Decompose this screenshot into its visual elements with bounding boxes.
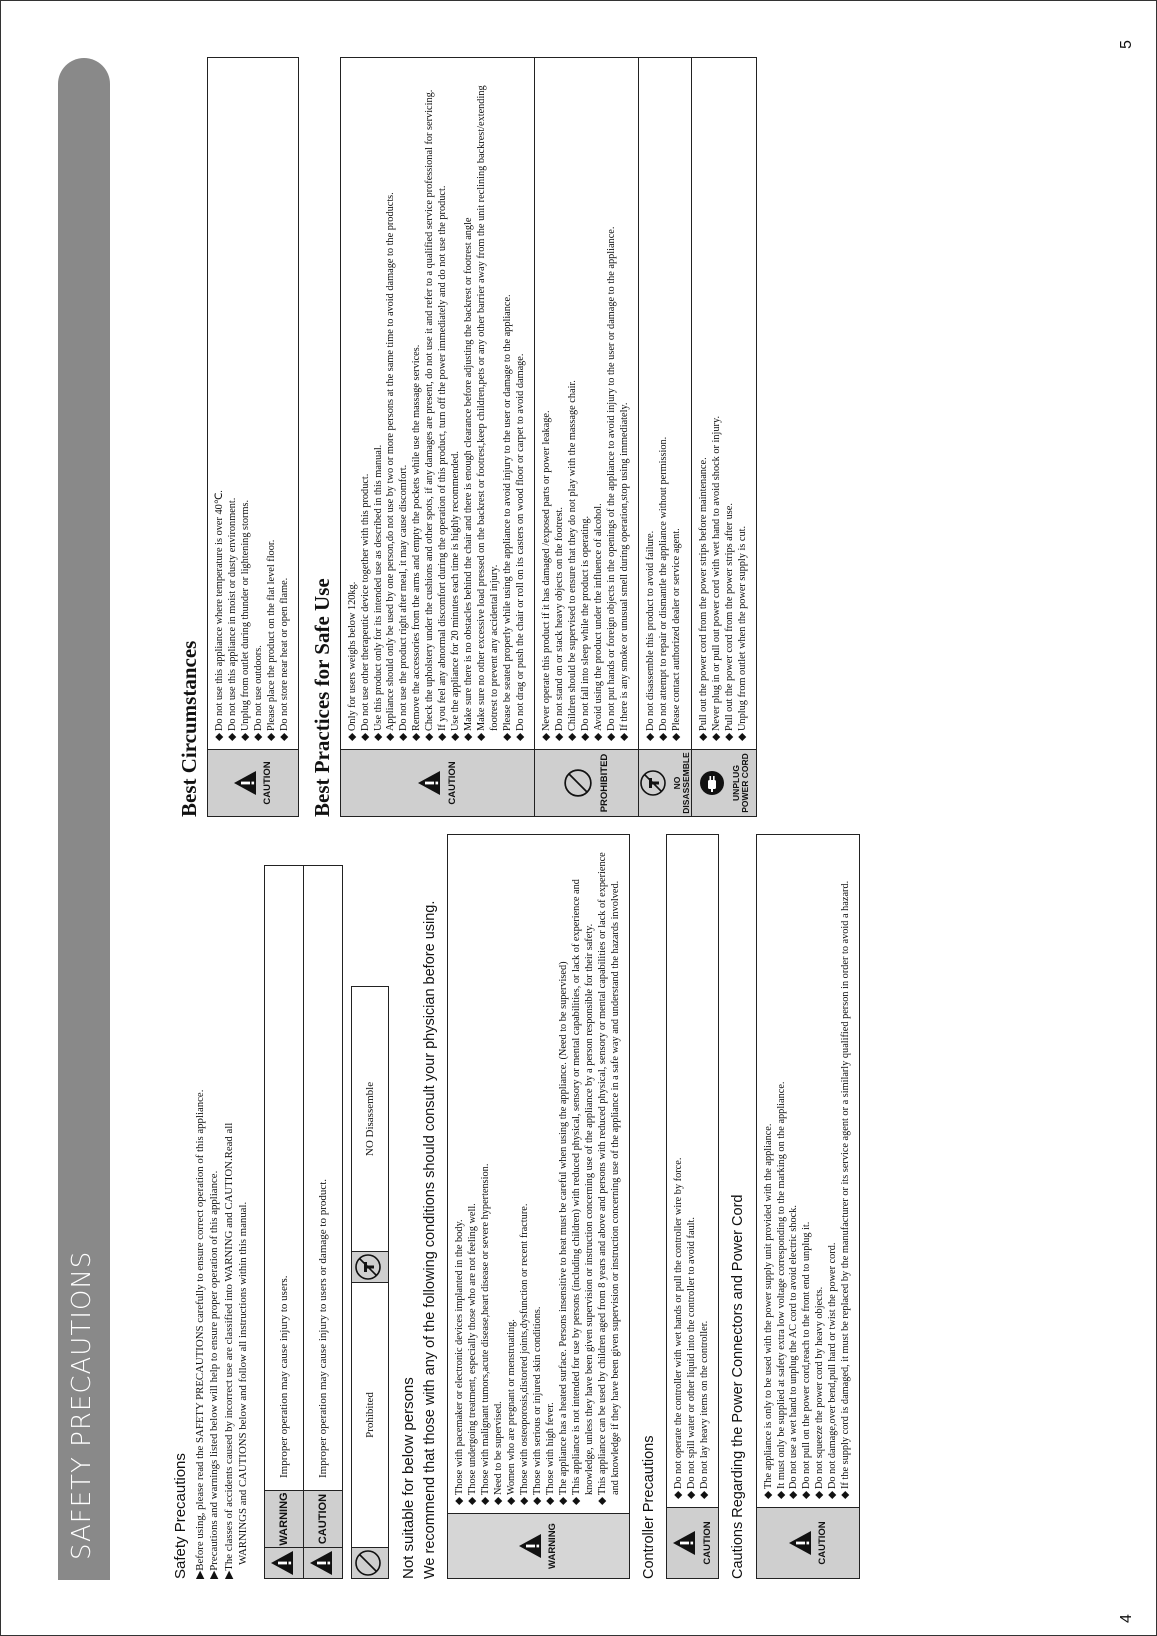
no-disassemble-side — [639, 749, 691, 816]
caution-row — [341, 58, 535, 816]
warning-label: WARNING — [547, 1523, 559, 1569]
caution-side — [667, 1507, 718, 1578]
list-item: ◆Do not use a wet hand to unplug the AC cord to avoid electric shock. — [788, 1205, 800, 1499]
not-suitable-box — [447, 834, 630, 1579]
list-item: ◆Appliance should only be used by one person,do not use by two or more persons at the same time to avoid damage to the products. — [385, 192, 397, 741]
list-item: ◆Those with osteoporosis,distorted joints,dysfunction or recent fracture. — [518, 1203, 530, 1505]
list-item: ◆Make sure there is no obstacles behind the chair and there is enough clearance before adjusting the backrest or footrest angle — [463, 217, 475, 741]
list-item: ◆This appliance can be used by children aged from 8 years and above and persons with reduced physical, sensory or mental capabilities or lack of experience and knowledge if they have been given supervision or instruction concerning use of the appliance in a safe way and understand the hazards involved. — [596, 852, 621, 1505]
list-item: ◆This appliance is not intended for use by persons (including children) with reduced physical, sensory or mental capabilities, or lack of experience and knowledge, unless they have been given supervision or instruction concerning use of the appliance by a person responsible for their safety. — [570, 879, 595, 1505]
list-item: ◆Do not use the product right after meal, it may cause discomfort. — [398, 464, 410, 741]
unplug-row — [691, 58, 756, 816]
warning-triangle-icon — [788, 1530, 816, 1556]
list-item: ◆Those with malignant tumors,acute disease,heart disease or severe hypertension. — [479, 1163, 491, 1505]
warning-side — [448, 1513, 629, 1578]
prohibited-circle-icon — [352, 1548, 389, 1579]
prohibited-text: Prohibited — [352, 1283, 389, 1548]
list-item: ◆Do not put hands or foreign objects in the openings of the appliance to avoid injury to the user or damage to the appliance. — [605, 226, 617, 741]
list-item: ◆Women who are pregnant or menstruating. — [505, 1319, 517, 1505]
controller-list — [667, 835, 718, 1507]
warning-label: WARNING — [265, 1491, 304, 1548]
list-item: ◆Do not spill water or other liquid into the controller to avoid fault. — [686, 1217, 698, 1499]
list-item: ◆Avoid using the product under the influence of alcohol. — [593, 503, 604, 741]
list-item: ◆The appliance is only to be used with the power supply unit provided with the appliance. — [762, 1123, 774, 1499]
prohibited-list — [535, 58, 638, 749]
list-item: ◆Do not attempt to repair or dismantle the appliance without permission. — [657, 436, 669, 741]
power-list — [757, 835, 860, 1507]
best-circumstances-box — [207, 57, 299, 817]
no-disassemble-icon — [352, 1252, 389, 1283]
controller-title: Controller Precautions — [640, 1435, 657, 1579]
page-number-right: 5 — [1118, 40, 1135, 49]
list-item: ◆Do not use this appliance where temperature is over 40℃. — [213, 490, 225, 741]
list-item: ◆Unplug from outlet during thunder or lightening storms. — [239, 499, 251, 741]
unplug-side — [692, 749, 756, 816]
safety-intro — [193, 834, 250, 1579]
unplug-plug-icon — [698, 769, 730, 797]
banner-title: SAFETY PRECAUTIONS — [67, 1250, 97, 1560]
list-item: ◆Do not store near heat or open flame. — [278, 577, 290, 741]
list-item: ◆Use this product only for its intended use as described in this manual. — [372, 444, 384, 741]
list-item: ◆Do not squeeze the power cord by heavy objects. — [814, 1286, 826, 1499]
list-item: ◆If you feel any abnormal discomfort during the operation of this product, turn off the power immediately and do not use the product. — [437, 185, 449, 741]
list-item: ◆Do not fall into sleep while the product is operating. — [580, 515, 592, 741]
list-item: ◆If there is any smoke or unusual smell during operation,stop using immediately. — [618, 402, 630, 741]
no-disassemble-label: NO DISASSEMBLE — [672, 752, 692, 814]
unplug-label: UNPLUG POWER CORD — [731, 753, 751, 813]
caution-label: CAUTION — [304, 1491, 343, 1548]
prohibited-label: PROHIBITED — [598, 753, 610, 813]
warning-triangle-icon — [417, 770, 445, 796]
intro-line: WARNINGS and CAUTIONS below and follow all instructions within this manual. — [236, 1201, 249, 1565]
list-item: ◆Pull out the power cord from the power strips after use. — [724, 503, 736, 741]
prohibited-side — [535, 749, 638, 816]
caution-side — [341, 749, 535, 816]
warning-triangle-icon — [265, 1548, 304, 1579]
list-item: ◆Do not use other therapeutic device together with this product. — [359, 473, 371, 741]
list-item: ◆Those with pacemaker or electronic devices implanted in the body. — [453, 1219, 465, 1505]
no-disassemble-icon — [639, 769, 671, 797]
list-item: ◆If the supply cord is damaged, it must be replaced by the manufacturer or its service agent or a similarly qualified person in order to avoid a hazard. — [840, 880, 852, 1499]
not-suitable-title: Not suitable for below persons — [400, 1377, 418, 1579]
disassemble-text: NO Disassemble — [352, 987, 389, 1252]
intro-line: ▶Precautions and warnings listed below will help to ensure proper operation of this appliance. — [208, 1170, 221, 1579]
list-item: ◆Pull out the power cord from the power strips before maintenance. — [698, 457, 710, 741]
right-column — [176, 57, 757, 817]
best-practices-box — [340, 57, 758, 817]
warning-triangle-icon — [672, 1530, 700, 1556]
best-circumstances-title: Best Circumstances — [177, 640, 201, 817]
caution-list — [341, 58, 535, 749]
intro-line: ▶The classes of accidents caused by incorrect use are classified into WARNING and CAUTION.Read all — [222, 1122, 235, 1579]
list-item: ◆Do not stand on or stack heavy objects on the footrest. — [554, 507, 566, 741]
not-suitable-list — [448, 835, 629, 1513]
power-box — [756, 834, 861, 1579]
title-banner — [58, 58, 110, 1580]
list-item: ◆Remove the accessories from the arms and empty the pockets while use the massage services. — [411, 344, 423, 741]
list-item: ◆Check the upholstery under the cushions and other spots, if any damages are present, do not use it and refer to a qualified service professional for servicing. — [424, 89, 436, 741]
caution-side — [757, 1507, 860, 1578]
list-item: ◆Never operate this product if it has damaged /exposed parts or power leakage. — [541, 410, 553, 741]
list-item: ◆Please be seated properly while using the appliance to avoid injury to the user or damage to the appliance. — [502, 294, 514, 741]
safety-heading: Safety Precautions — [172, 1453, 189, 1579]
list-item: ◆Please place the product on the flat level floor. — [265, 539, 277, 741]
list-item: ◆Do not drag or push the chair or roll on its casters on wood floor or carpet to avoid damage. — [515, 353, 527, 741]
list-item: ◆Use the appliance for 20 minutes each time is highly recommended. — [450, 451, 462, 741]
controller-box — [666, 834, 719, 1579]
list-item: ◆Need to be supervised. — [492, 1401, 504, 1505]
page-number-left: 4 — [1118, 1614, 1135, 1623]
caution-label: CAUTION — [262, 761, 274, 805]
list-item: ◆The appliance has a heated surface. Persons insensitive to heat must be careful when using the appliance. (Need to be supervised) — [557, 961, 569, 1505]
caution-label: CAUTION — [817, 1521, 829, 1565]
power-title: Cautions Regarding the Power Connectors and Power Cord — [730, 1194, 746, 1579]
caution-side — [208, 749, 298, 816]
list-item: ◆Those undergoing treatment, especially those who are not feeling well. — [466, 1203, 478, 1505]
not-suitable-section — [399, 834, 441, 1579]
list-item: ◆Do not operate the controller with wet hands or pull the controller wire by force. — [673, 1157, 685, 1499]
list-item: ◆It must only be supplied at safety extra low voltage corresponding to the marking on the appliance. — [775, 1081, 787, 1499]
list-item: ◆Those with high fever. — [544, 1402, 556, 1505]
list-item: ◆Do not use outdoors. — [252, 645, 264, 741]
not-suitable-subtitle: We recommend that those with any of the following conditions should consult your physician before using. — [422, 900, 439, 1579]
list-item: ◆Do not damage,over bend,pull hard or twist the power cord. — [827, 1242, 839, 1499]
list-item: ◆Unplug from outlet when the power supply is cut. — [737, 525, 749, 741]
list-item: ◆Please contact authorized dealer or service agent. — [670, 528, 682, 741]
symbol-legend-table — [351, 986, 389, 1579]
warning-triangle-icon — [518, 1533, 546, 1559]
warning-triangle-icon — [233, 770, 261, 796]
caution-label: CAUTION — [446, 761, 458, 805]
warning-legend-table — [264, 865, 343, 1579]
list-item: ◆Never plug in or pull out power cord with wet hand to avoid shock or injury. — [711, 415, 723, 741]
list-item: ◆Only for users weighs below 120kg. — [346, 581, 358, 741]
caution-label: CAUTION — [701, 1521, 713, 1565]
no-disassemble-list — [639, 58, 691, 749]
list-item: ◆Do not pull on the power cord,reach to the front end to unplug it. — [801, 1221, 813, 1499]
no-disassemble-row — [638, 58, 691, 816]
intro-line: ▶Before using, please read the SAFETY PRECAUTIONS carefully to ensure correct operation of this appliance. — [194, 1089, 207, 1579]
list-item: ◆Those with serious or injured skin conditions. — [531, 1306, 543, 1505]
best-practices-title: Best Practices for Safe Use — [309, 578, 334, 817]
list-item: ◆Make sure no other excessive load pressed on the backrest or footrest,keep children,pets or any other barrier away from the unit reclining backrest/extending footrest to prevent any accidental injury. — [476, 85, 501, 741]
list-item: ◆Children should be supervised to ensure that they do not play with the massage chair. — [567, 380, 579, 741]
best-circumstances-list — [208, 58, 298, 749]
list-item: ◆Do not use this appliance in moist or dusty environment. — [226, 497, 238, 741]
list-item: ◆Do not lay heavy items on the controller. — [699, 1320, 711, 1499]
warning-triangle-icon — [304, 1548, 343, 1579]
prohibited-circle-icon — [563, 768, 597, 798]
warning-text: Improper operation may cause injury to users. — [265, 866, 304, 1491]
unplug-list — [692, 58, 756, 749]
list-item: ◆Do not disassemble this product to avoid failure. — [644, 530, 656, 741]
prohibited-row — [534, 58, 638, 816]
left-column — [171, 834, 860, 1579]
rotated-spread — [1, 1, 1157, 1636]
caution-text: Improper operation may cause injury to users or damage to product. — [304, 866, 343, 1491]
